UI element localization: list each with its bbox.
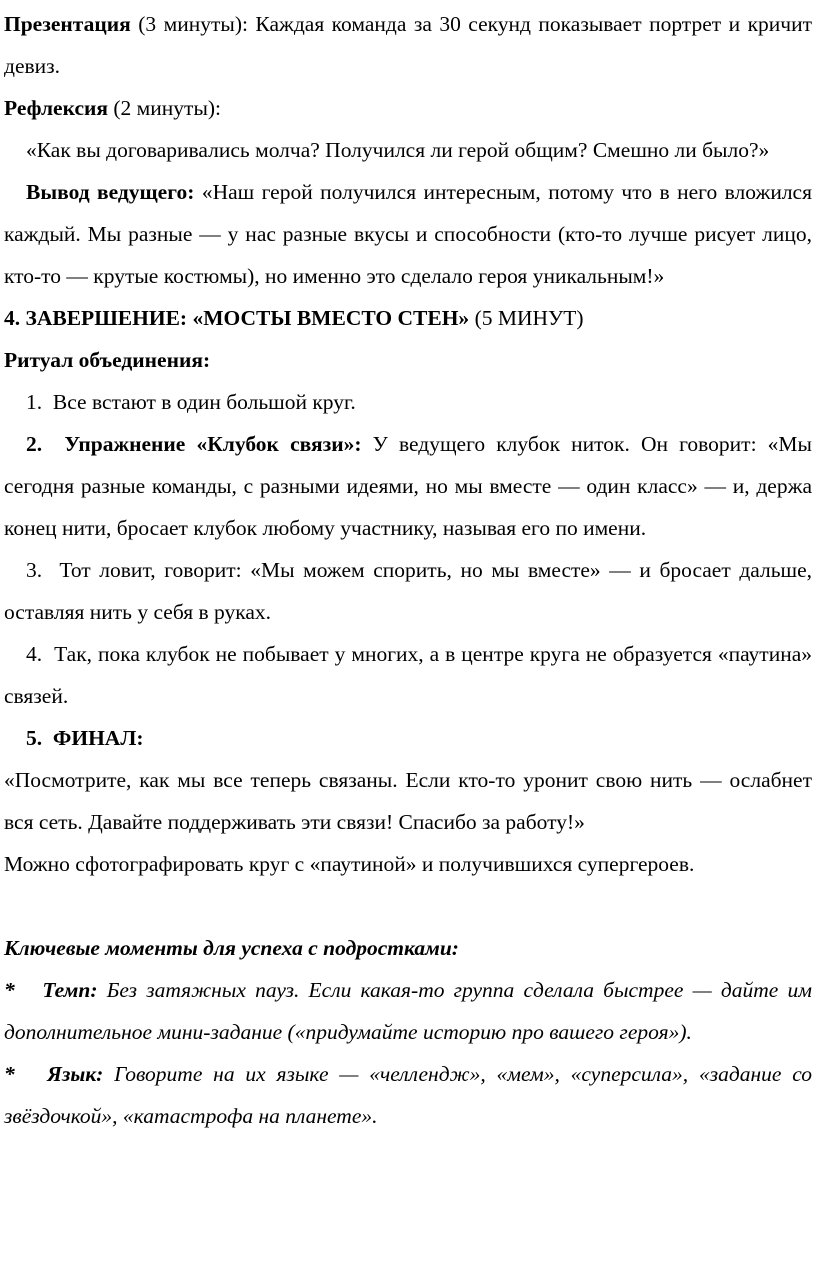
list-number: 1. [26,390,43,414]
presentation-text: (3 минуты): Каждая команда за 30 секунд показывает портрет и кричит девиз. [4,12,812,78]
list-item [4,423,812,549]
host-conclusion-paragraph [4,171,812,297]
key-moment-item [4,969,812,1053]
list-item-text: Все встают в один большой круг. [52,390,356,414]
reflection-text: (2 минуты): [108,96,222,120]
presentation-heading: Презентация [4,12,131,36]
list-item-text: У ведущего клубок ниток. Он говорит: «Мы сегодня разные команды, с разными идеями, но мы вместе — один класс» — и, держа конец нити, бросает клубок любому участнику, называя его по имени. [4,432,812,540]
list-item-text: Так, пока клубок не побывает у многих, а в центре круга не образуется «паутина» связей. [4,642,813,708]
photo-note: Можно сфотографировать круг с «паутиной» и получившихся супергероев. [4,852,695,876]
list-item-label: Упражнение «Клубок связи»: [64,432,362,456]
host-conclusion-text: «Наш герой получился интересным, потому что в него вложился каждый. Мы разные — у нас разные вкусы и способности (кто-то лучше рисует лицо, кто-то — крутые костюмы), но именно это сделало героя уникальным!» [4,180,812,288]
document-page [0,3,816,1269]
key-moment-label: Язык: [47,1062,104,1086]
section-4-duration: (5 МИНУТ) [469,306,584,330]
list-item [4,549,812,633]
reflection-question: «Как вы договаривались молча? Получился ли герой общим? Смешно ли было?» [26,138,770,162]
ritual-heading-paragraph [4,339,812,381]
list-number: 4. [26,642,43,666]
bullet-asterisk: * [4,978,15,1002]
ritual-heading: Ритуал объединения: [4,348,211,372]
bullet-asterisk: * [4,1062,15,1086]
key-moment-text: Без затяжных пауз. Если какая-то группа сделала быстрее — дайте им дополнительное мини-задание («придумайте историю про вашего героя»). [4,978,812,1044]
list-item-text: Тот ловит, говорит: «Мы можем спорить, но мы вместе» — и бросает дальше, оставляя нить у себя в руках. [4,558,813,624]
spacer [4,885,812,927]
key-moments-heading: Ключевые моменты для успеха с подростками: [4,936,459,960]
section-4-title: 4. ЗАВЕРШЕНИЕ: «МОСТЫ ВМЕСТО СТЕН» [4,306,470,330]
list-item-label: ФИНАЛ: [52,726,144,750]
host-conclusion-label: Вывод ведущего: [26,180,195,204]
list-item [4,633,812,717]
key-moments-heading-paragraph [4,927,812,969]
section-4-heading [4,297,812,339]
key-moment-label: Темп: [42,978,98,1002]
reflection-paragraph [4,87,812,129]
key-moment-item [4,1053,812,1137]
final-quote: «Посмотрите, как мы все теперь связаны. Если кто-то уронит свою нить — ослабнет вся сеть. Давайте поддерживать эти связи! Спасибо за работу!» [4,768,812,834]
list-item [4,717,812,759]
list-number: 3. [26,558,43,582]
list-number: 5. [26,726,43,750]
reflection-heading: Рефлексия [4,96,109,120]
presentation-paragraph [4,3,812,87]
list-number: 2. [26,432,43,456]
key-moment-text: Говорите на их языке — «челлендж», «мем», «суперсила», «задание со звёздочкой», «катастрофа на планете». [4,1062,813,1128]
list-item [4,381,812,423]
